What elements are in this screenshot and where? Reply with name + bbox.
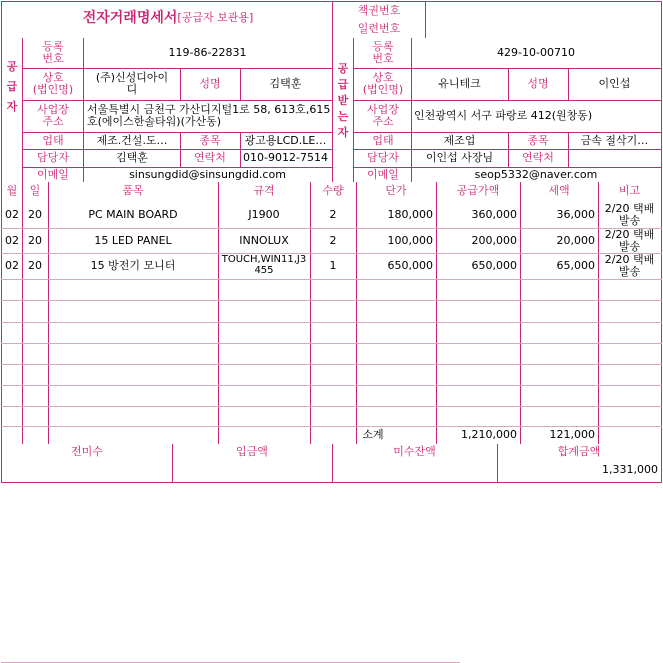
subtotal-tax: 121,000	[549, 428, 595, 441]
title-sub: [공급자 보관용]	[177, 11, 254, 24]
row-3-month: 02	[5, 259, 19, 272]
row-3-supply: 650,000	[471, 259, 517, 272]
receiver-tel	[568, 149, 661, 167]
grid-line	[83, 38, 84, 182]
row-1-price: 180,000	[387, 208, 433, 221]
row-3-qty: 1	[329, 259, 337, 272]
receiver-side-char-3: 받	[337, 94, 349, 107]
volume-number-label: 책권번호	[357, 4, 401, 17]
supplier-reg-label: 등록 번호	[42, 40, 64, 65]
supplier-company-name: (주)신성디아이 디	[95, 71, 169, 96]
supplier-email: sinsungdid@sinsungdid.com	[129, 167, 286, 181]
receiver-email: seop5332@naver.com	[474, 167, 598, 181]
receiver-item: 금속 절삭기…	[580, 133, 649, 147]
supplier-rep-label: 성명	[199, 77, 221, 90]
row-1-qty: 2	[329, 208, 337, 221]
row-2-price: 100,000	[387, 234, 433, 247]
col-header-month: 월	[6, 183, 18, 197]
grid-line	[425, 1, 426, 38]
grid-line	[598, 182, 599, 444]
footer-balance-value	[332, 460, 497, 480]
col-header-item: 품목	[122, 183, 144, 197]
row-3-tax: 65,000	[556, 259, 595, 272]
supplier-item: 광고용LCD.LE…	[244, 133, 327, 147]
col-header-price: 단가	[385, 183, 407, 197]
subtotal-supply: 1,210,000	[461, 428, 517, 441]
footer-prev-unpaid-label: 전미수	[71, 445, 103, 458]
receiver-rep: 이인섭	[598, 77, 631, 90]
grid-line	[1, 300, 662, 301]
grid-line	[1, 279, 662, 280]
supplier-person: 김택훈	[116, 151, 148, 164]
footer-total-label: 합계금액	[557, 445, 601, 458]
grid-line	[436, 182, 437, 444]
receiver-company-name: 유니테크	[438, 77, 481, 90]
row-3-day: 20	[28, 259, 42, 272]
grid-line	[1, 322, 662, 323]
row-3-note: 2/20 택배 발송	[604, 254, 655, 278]
grid-line	[240, 68, 241, 100]
grid-line	[22, 167, 332, 168]
receiver-biz-label: 업태	[372, 133, 394, 147]
supplier-email-label: 이메일	[37, 167, 69, 181]
row-1-month: 02	[5, 208, 19, 221]
grid-line	[661, 1, 662, 483]
supplier-person-label: 담당자	[37, 151, 69, 164]
receiver-tel-label: 연락처	[522, 151, 554, 164]
grid-line	[22, 132, 332, 133]
supplier-biz: 제조.건설.도…	[96, 133, 168, 147]
supplier-tel: 010-9012-7514	[243, 151, 328, 164]
receiver-person: 이인섭 사장님	[425, 151, 494, 164]
row-2-spec: INNOLUX	[239, 234, 289, 247]
col-header-day: 일	[29, 183, 41, 197]
row-2-month: 02	[5, 234, 19, 247]
grid-line	[1, 253, 662, 254]
row-1-spec: J1900	[248, 208, 280, 221]
serial-number-label: 일련번호	[357, 22, 401, 35]
col-header-tax: 세액	[548, 183, 570, 197]
grid-line	[48, 182, 49, 444]
receiver-side-char-4: 는	[337, 110, 349, 123]
document-title	[5, 4, 331, 32]
col-header-supply: 공급가액	[456, 183, 500, 197]
grid-line	[332, 1, 333, 38]
row-2-tax: 20,000	[556, 234, 595, 247]
title-main: 전자거래명세서	[82, 10, 178, 26]
grid-line	[22, 149, 332, 150]
receiver-rep-label: 성명	[527, 77, 549, 90]
col-header-note: 비고	[618, 183, 641, 197]
grid-line	[22, 38, 23, 182]
receiver-address: 인천광역시 서구 파랑로 412(원창동)	[414, 109, 593, 122]
grid-line	[172, 444, 173, 483]
receiver-side-char-5: 자	[337, 126, 349, 139]
subtotal-label: 소계	[362, 428, 384, 441]
row-1-note: 2/20 택배 발송	[604, 203, 655, 227]
grid-line	[353, 68, 662, 69]
grid-line	[1, 364, 662, 365]
supplier-reg-no: 119-86-22831	[168, 46, 247, 59]
receiver-reg-label: 등록 번호	[372, 40, 394, 65]
grid-line	[356, 182, 357, 444]
supplier-item-label: 종목	[199, 133, 221, 147]
row-3-spec: TOUCH,WIN11,J3 455	[221, 254, 307, 276]
grid-line	[180, 68, 181, 100]
row-3-item: 15 방전기 모니터	[90, 259, 176, 272]
col-header-qty: 수량	[322, 183, 344, 197]
grid-line	[1, 1, 2, 483]
receiver-item-label: 종목	[527, 133, 549, 147]
receiver-name-label: 상호 (법인명)	[362, 71, 404, 96]
footer-deposit-label: 입금액	[236, 445, 268, 458]
row-1-supply: 360,000	[471, 208, 517, 221]
grid-line	[353, 167, 662, 168]
grid-line	[1, 228, 662, 229]
grid-line	[1, 385, 662, 386]
supplier-rep: 김택훈	[269, 77, 302, 90]
grid-line	[353, 38, 354, 182]
row-1-day: 20	[28, 208, 42, 221]
grid-line	[22, 182, 23, 444]
receiver-addr-label: 사업장 주소	[367, 103, 399, 128]
grid-line	[411, 38, 412, 182]
supplier-biz-label: 업태	[42, 133, 64, 147]
footer-prev-unpaid-value	[2, 460, 172, 480]
receiver-side-char-2: 급	[337, 78, 349, 91]
receiver-side-char-1: 공	[337, 62, 349, 75]
row-2-item: 15 LED PANEL	[94, 234, 172, 247]
supplier-addr-label: 사업장 주소	[37, 103, 69, 128]
row-3-price: 650,000	[387, 259, 433, 272]
footer-deposit-value	[172, 460, 332, 480]
row-2-qty: 2	[329, 234, 337, 247]
grid-line	[22, 68, 332, 69]
row-2-note: 2/20 택배 발송	[604, 229, 655, 253]
grid-line	[497, 444, 498, 483]
supplier-tel-label: 연락처	[194, 151, 226, 164]
grid-line	[218, 182, 219, 444]
receiver-person-label: 담당자	[367, 151, 399, 164]
supplier-name-label: 상호 (법인명)	[32, 71, 74, 96]
supplier-side-char-2: 급	[6, 80, 18, 93]
footer-balance-label: 미수잔액	[393, 445, 436, 458]
grid-line	[508, 68, 509, 100]
supplier-side-char-3: 자	[6, 100, 18, 113]
grid-line	[22, 100, 332, 101]
receiver-email-label: 이메일	[367, 167, 399, 181]
footer-total-value: 1,331,000	[602, 463, 658, 476]
row-2-day: 20	[28, 234, 42, 247]
row-1-tax: 36,000	[556, 208, 595, 221]
grid-line	[353, 149, 662, 150]
col-header-spec: 규격	[253, 183, 275, 197]
grid-line	[332, 38, 333, 182]
grid-line	[332, 444, 333, 483]
grid-line	[1, 406, 662, 407]
row-1-item: PC MAIN BOARD	[88, 208, 178, 221]
grid-line	[1, 426, 662, 427]
supplier-side-char-1: 공	[6, 60, 18, 73]
receiver-biz: 제조업	[443, 133, 476, 147]
grid-line	[568, 68, 569, 100]
grid-line	[353, 132, 662, 133]
row-2-supply: 200,000	[471, 234, 517, 247]
receiver-reg-no: 429-10-00710	[497, 46, 575, 59]
supplier-address: 서울특별시 금천구 가산디지털1로 58, 613호,615호(에이스한솔타워)(가산동)	[87, 103, 331, 128]
grid-line	[520, 182, 521, 444]
grid-line	[310, 182, 311, 444]
grid-line	[1, 343, 662, 344]
grid-line	[353, 100, 662, 101]
